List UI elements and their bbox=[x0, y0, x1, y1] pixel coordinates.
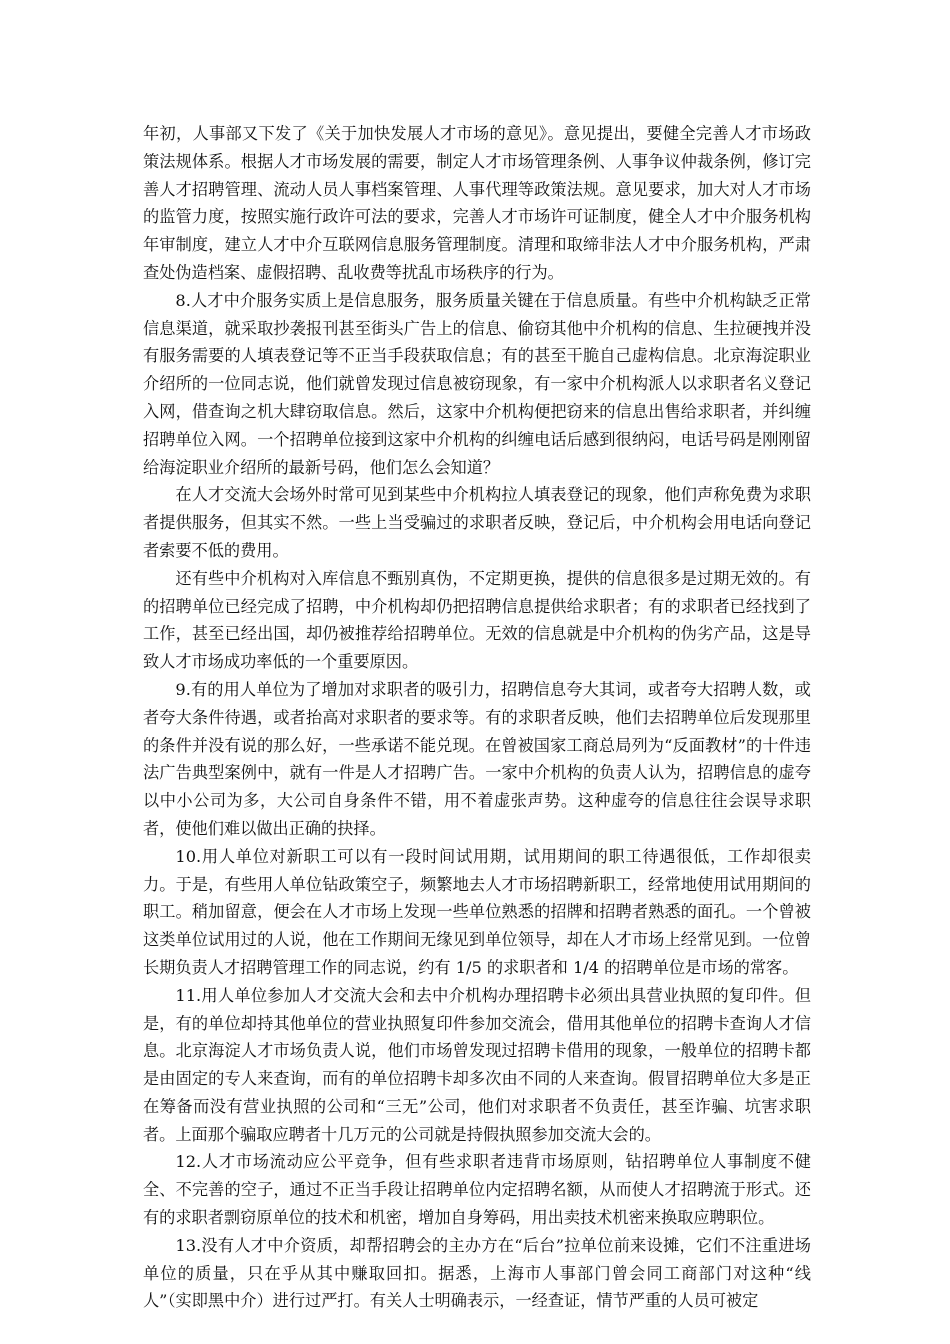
paragraph: 11.用人单位参加人才交流大会和去中介机构办理招聘卡必须出具营业执照的复印件。但是，有的单位却持其他单位的营业执照复印件参加交流会，借用其他单位的招聘卡查询人才信息。北京海淀人才市场负责人说，他们市场曾发现过招聘卡借用的现象，一般单位的招聘卡都是由固定的专人来查询，而有的单位招聘卡却多次由不同的人来查询。假冒招聘单位大多是正在筹备而没有营业执照的公司和“三无”公司，他们对求职者不负责任，甚至诈骗、坑害求职者。上面那个骗取应聘者十几万元的公司就是持假执照参加交流大会的。 bbox=[143, 985, 811, 1144]
paragraph: 9.有的用人单位为了增加对求职者的吸引力，招聘信息夸大其词，或者夸大招聘人数，或者夸大条件待遇，或者抬高对求职者的要求等。有的求职者反映，他们去招聘单位后发现那里的条件并没有说的那么好，一些承诺不能兑现。在曾被国家工商总局列为“反面教材”的十件违法广告典型案例中，就有一件是人才招聘广告。一家中介机构的负责人认为，招聘信息的虚夸以中小公司为多，大公司自身条件不错，用不着虚张声势。这种虚夸的信息往往会误导求职者，使他们难以做出正确的抉择。 bbox=[143, 679, 811, 838]
paragraph: 还有些中介机构对入库信息不甄别真伪，不定期更换，提供的信息很多是过期无效的。有的招聘单位已经完成了招聘，中介机构却仍把招聘信息提供给求职者；有的求职者已经找到了工作，甚至已经出国，却仍被推荐给招聘单位。无效的信息就是中介机构的伪劣产品，这是导致人才市场成功率低的一个重要原因。 bbox=[143, 568, 811, 672]
paragraph: 年初，人事部又下发了《关于加快发展人才市场的意见》。意见提出，要健全完善人才市场政策法规体系。根据人才市场发展的需要，制定人才市场管理条例、人事争议仲裁条例，修订完善人才招聘管理、流动人员人事档案管理、人事代理等政策法规。意见要求，加大对人才市场的监管力度，按照实施行政许可法的要求，完善人才市场许可证制度，健全人才中介服务机构年审制度，建立人才中介互联网信息服务管理制度。清理和取缔非法人才中介服务机构，严肃查处伪造档案、虚假招聘、乱收费等扰乱市场秩序的行为。 bbox=[143, 124, 811, 282]
paragraph: 10.用人单位对新职工可以有一段时间试用期，试用期间的职工待遇很低，工作却很卖力。于是，有些用人单位钻政策空子，频繁地去人才市场招聘新职工，经常地使用试用期间的职工。稍加留意，便会在人才市场上发现一些单位熟悉的招牌和招聘者熟悉的面孔。一个曾被这类单位试用过的人说，他在工作期间无缘见到单位领导，却在人才市场上经常见到。一位曾长期负责人才招聘管理工作的同志说，约有 1/5 的求职者和 1/4 的招聘单位是市场的常客。 bbox=[143, 846, 811, 977]
paragraph: 13.没有人才中介资质，却帮招聘会的主办方在“后台”拉单位前来设摊，它们不注重进场单位的质量，只在乎从其中赚取回扣。据悉，上海市人事部门曾会同工商部门对这种“线人”（实即黑中介）进行过严打。有关人士明确表示，一经查证，情节严重的人员可被定 bbox=[143, 1235, 811, 1311]
paragraph: 8.人才中介服务实质上是信息服务，服务质量关键在于信息质量。有些中介机构缺乏正常信息渠道，就采取抄袭报刊甚至街头广告上的信息、偷窃其他中介机构的信息、生拉硬拽并没有服务需要的人填表登记等不正当手段获取信息；有的甚至干脆自己虚构信息。北京海淀职业介绍所的一位同志说，他们就曾发现过信息被窃现象，有一家中介机构派人以求职者名义登记入网，借查询之机大肆窃取信息。然后，这家中介机构便把窃来的信息出售给求职者，并纠缠招聘单位入网。一个招聘单位接到这家中介机构的纠缠电话后感到很纳闷，电话号码是刚刚留给海淀职业介绍所的最新号码，他们怎么会知道？ bbox=[143, 290, 811, 477]
document-body bbox=[143, 120, 811, 1315]
paragraph: 在人才交流大会场外时常可见到某些中介机构拉人填表登记的现象，他们声称免费为求职者提供服务，但其实不然。一些上当受骗过的求职者反映，登记后，中介机构会用电话向登记者索要不低的费用。 bbox=[143, 485, 811, 560]
paragraph: 12.人才市场流动应公平竞争，但有些求职者违背市场原则，钻招聘单位人事制度不健全、不完善的空子，通过不正当手段让招聘单位内定招聘名额，从而使人才招聘流于形式。还有的求职者剽窃原单位的技术和机密，增加自身筹码，用出卖技术机密来换取应聘职位。 bbox=[143, 1152, 811, 1228]
